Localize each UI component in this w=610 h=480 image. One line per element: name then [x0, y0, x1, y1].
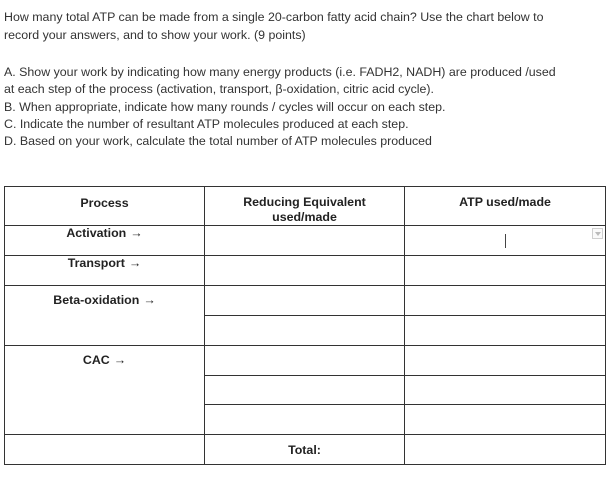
- table-header-row: [5, 187, 606, 226]
- transport-label: Transport: [67, 256, 125, 270]
- header-reducing-equivalent: [205, 187, 405, 226]
- instruction-a-line-2: at each step of the process (activation, transport, β-oxidation, citric acid cycle).: [4, 82, 434, 97]
- transport-atp-cell[interactable]: [405, 256, 606, 286]
- cac-atp-cell-1[interactable]: [405, 346, 606, 376]
- dropdown-arrow-icon[interactable]: [592, 228, 603, 239]
- beta-oxidation-reducing-cell-1[interactable]: [205, 286, 405, 316]
- beta-oxidation-reducing-cell-2[interactable]: [205, 316, 405, 346]
- question-line-2: record your answers, and to show your work. (9 points): [4, 27, 306, 42]
- cac-reducing-cell-1[interactable]: [205, 346, 405, 376]
- instructions: [4, 64, 606, 150]
- row-beta-oxidation: [5, 286, 606, 316]
- question-line-1: How many total ATP can be made from a single 20-carbon fatty acid chain? Use the chart below to: [4, 10, 544, 24]
- beta-oxidation-atp-cell-2[interactable]: [405, 316, 606, 346]
- text-cursor: [505, 234, 506, 248]
- activation-reducing-cell[interactable]: [205, 226, 405, 256]
- process-beta-oxidation: [5, 286, 205, 346]
- instruction-c: C. Indicate the number of resultant ATP molecules produced at each step.: [4, 116, 409, 131]
- header-atp: ATP used/made: [405, 187, 606, 226]
- process-transport: [5, 256, 205, 286]
- instruction-b: B. When appropriate, indicate how many rounds / cycles will occur on each step.: [4, 99, 446, 114]
- header-process: Process: [5, 187, 205, 226]
- process-activation: [5, 226, 205, 256]
- cac-atp-cell-3[interactable]: [405, 405, 606, 435]
- beta-oxidation-label: Beta-oxidation: [53, 293, 140, 307]
- row-transport: [5, 256, 606, 286]
- beta-oxidation-atp-cell-1[interactable]: [405, 286, 606, 316]
- arrow-right-icon: →: [143, 293, 156, 307]
- header-reducing-line-2: used/made: [272, 210, 337, 224]
- total-empty-cell: [5, 435, 205, 465]
- row-cac: [5, 346, 606, 376]
- cac-label: CAC: [82, 353, 110, 367]
- cac-atp-cell-2[interactable]: [405, 376, 606, 405]
- total-label: Total:: [205, 435, 405, 465]
- total-atp-cell[interactable]: [405, 435, 606, 465]
- arrow-right-icon: →: [128, 256, 142, 270]
- header-reducing-line-1: Reducing Equivalent: [243, 195, 366, 209]
- question-text: [4, 9, 604, 44]
- activation-atp-cell[interactable]: [405, 226, 606, 256]
- cac-reducing-cell-2[interactable]: [205, 376, 405, 405]
- transport-reducing-cell[interactable]: [205, 256, 405, 286]
- row-activation: [5, 226, 606, 256]
- instruction-a-line-1: A. Show your work by indicating how many energy products (i.e. FADH2, NADH) are produced /used: [4, 65, 556, 79]
- cac-reducing-cell-3[interactable]: [205, 405, 405, 435]
- arrow-right-icon: →: [113, 353, 127, 367]
- activation-label: Activation: [66, 226, 127, 240]
- process-cac: [5, 346, 205, 435]
- atp-chart-table: [4, 186, 606, 465]
- instruction-d: D. Based on your work, calculate the total number of ATP molecules produced: [4, 134, 432, 149]
- arrow-right-icon: →: [130, 226, 143, 240]
- row-total: [5, 435, 606, 465]
